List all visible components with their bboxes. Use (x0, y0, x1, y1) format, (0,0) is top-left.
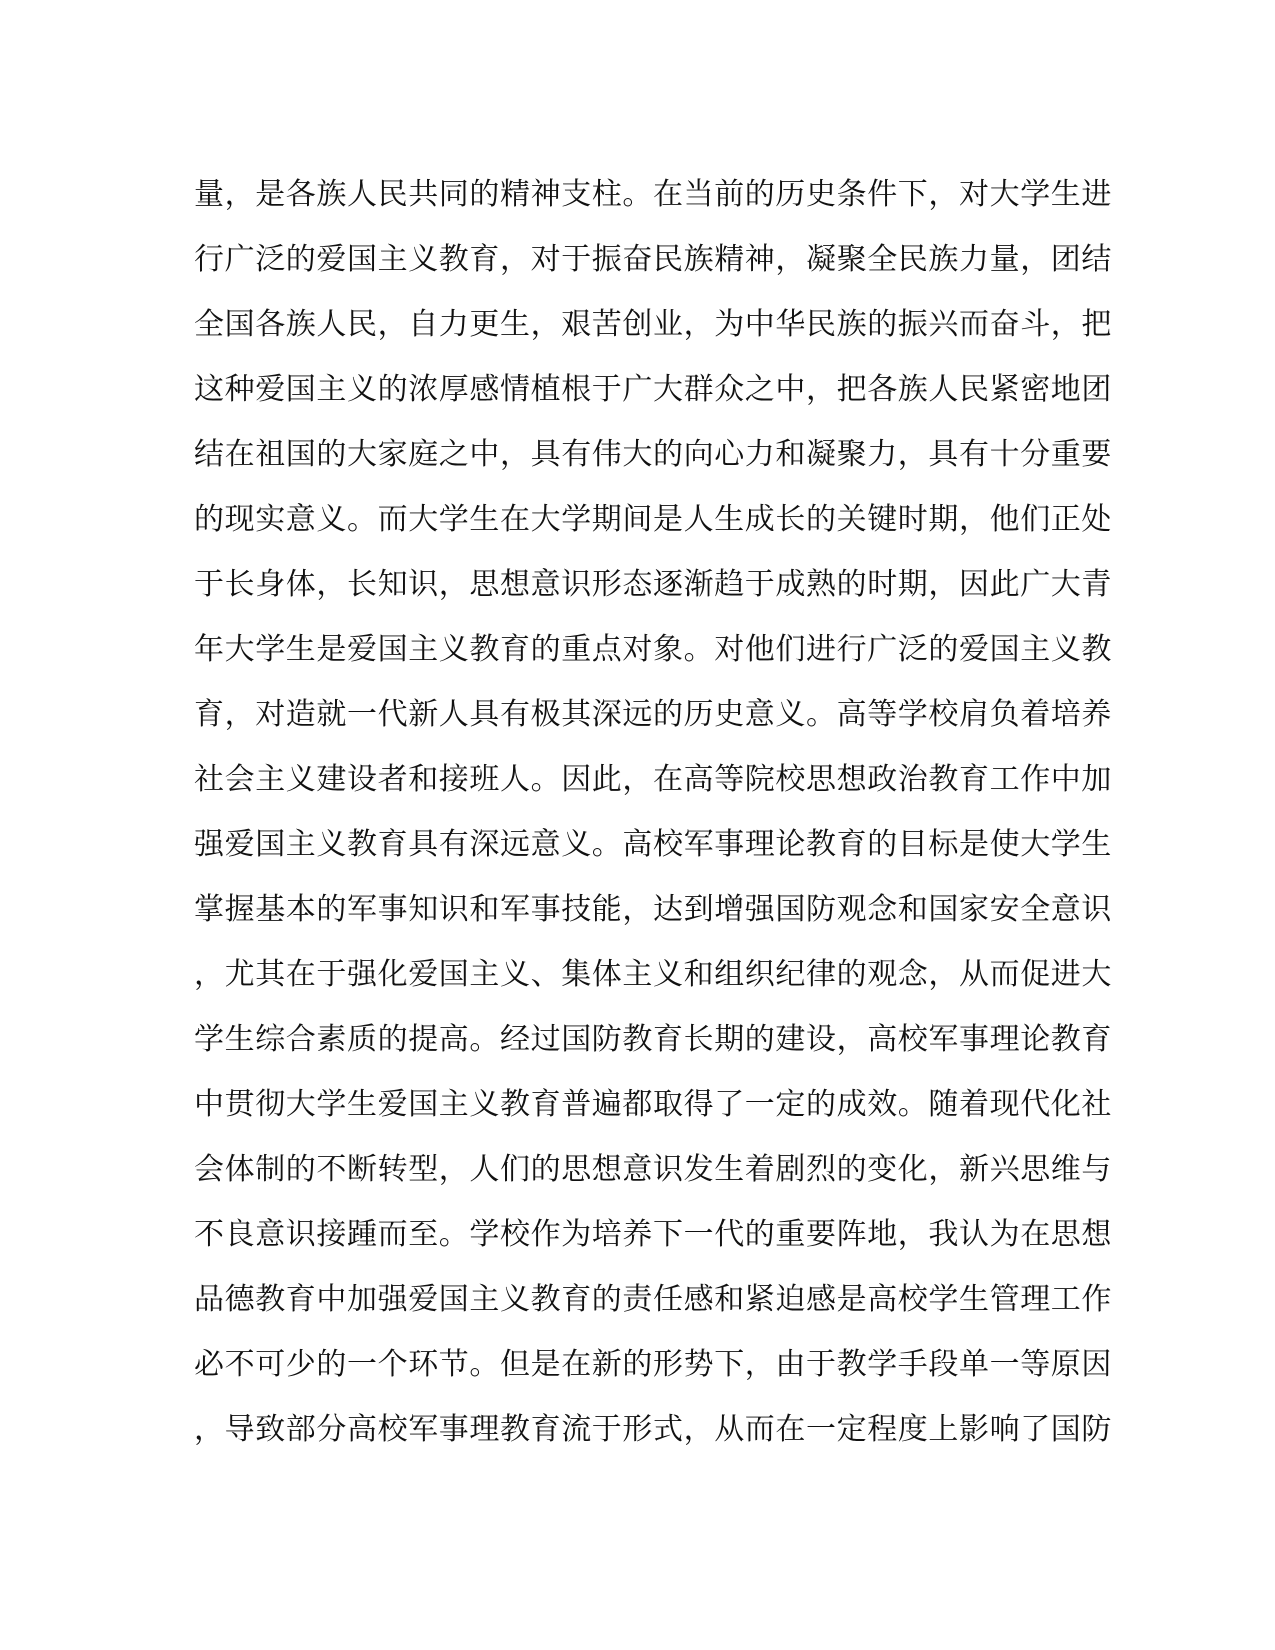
text-line: 行广泛的爱国主义教育，对于振奋民族精神，凝聚全民族力量，团结 (194, 242, 1112, 277)
text-line: 会体制的不断转型，人们的思想意识发生着剧烈的变化，新兴思维与 (194, 1152, 1112, 1187)
text-line: 必不可少的一个环节。但是在新的形势下，由于教学手段单一等原因 (194, 1347, 1112, 1382)
text-line: 中贯彻大学生爱国主义教育普遍都取得了一定的成效。随着现代化社 (194, 1087, 1112, 1122)
text-line: 量，是各族人民共同的精神支柱。在当前的历史条件下，对大学生进 (194, 177, 1112, 212)
text-line: ，导致部分高校军事理教育流于形式，从而在一定程度上影响了国防 (194, 1412, 1112, 1447)
text-line: 这种爱国主义的浓厚感情植根于广大群众之中，把各族人民紧密地团 (194, 372, 1112, 407)
text-line: 于长身体，长知识，思想意识形态逐渐趋于成熟的时期，因此广大青 (194, 567, 1112, 602)
text-line: 学生综合素质的提高。经过国防教育长期的建设，高校军事理论教育 (194, 1022, 1112, 1057)
text-line: 不良意识接踵而至。学校作为培养下一代的重要阵地，我认为在思想 (194, 1217, 1112, 1252)
text-line: 年大学生是爱国主义教育的重点对象。对他们进行广泛的爱国主义教 (194, 632, 1112, 667)
text-line: ，尤其在于强化爱国主义、集体主义和组织纪律的观念，从而促进大 (194, 957, 1112, 992)
text-line: 全国各族人民，自力更生，艰苦创业，为中华民族的振兴而奋斗，把 (194, 307, 1112, 342)
body-text (194, 162, 1112, 1462)
text-line: 掌握基本的军事知识和军事技能，达到增强国防观念和国家安全意识 (194, 892, 1112, 927)
text-line: 社会主义建设者和接班人。因此，在高等院校思想政治教育工作中加 (194, 762, 1112, 797)
text-line: 育，对造就一代新人具有极其深远的历史意义。高等学校肩负着培养 (194, 697, 1112, 732)
text-line: 结在祖国的大家庭之中，具有伟大的向心力和凝聚力，具有十分重要 (194, 437, 1112, 472)
text-line: 的现实意义。而大学生在大学期间是人生成长的关键时期，他们正处 (194, 502, 1112, 537)
text-line: 品德教育中加强爱国主义教育的责任感和紧迫感是高校学生管理工作 (194, 1282, 1112, 1317)
text-line: 强爱国主义教育具有深远意义。高校军事理论教育的目标是使大学生 (194, 827, 1112, 862)
